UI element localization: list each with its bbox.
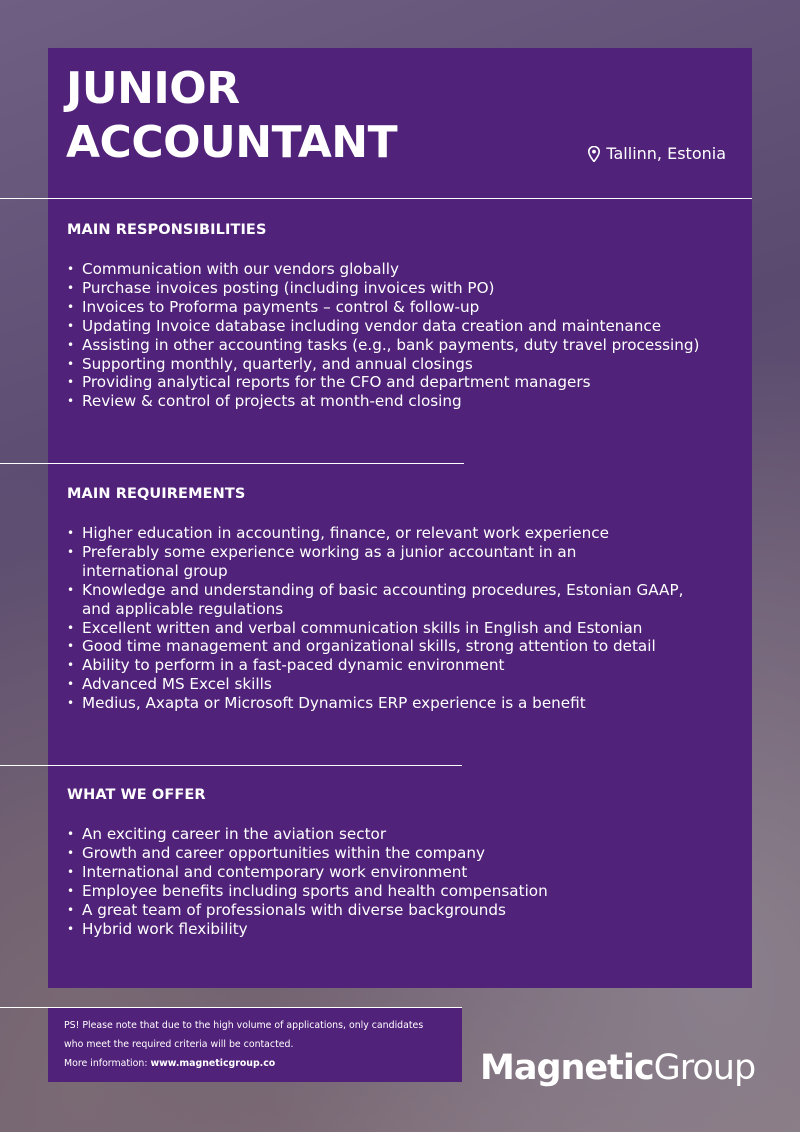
job-title xyxy=(66,62,397,170)
list-item: • Assisting in other accounting tasks (e.g., bank payments, duty travel processing) xyxy=(66,336,716,355)
list-item: • Knowledge and understanding of basic accounting procedures, Estonian GAAP, and applicable regulations xyxy=(66,581,706,619)
responsibilities-list xyxy=(66,260,716,411)
requirements-title: MAIN REQUIREMENTS xyxy=(67,486,246,502)
footer-note xyxy=(64,1016,444,1073)
list-item: • An exciting career in the aviation sector xyxy=(66,825,716,844)
responsibilities-title: MAIN RESPONSIBILITIES xyxy=(67,222,267,238)
list-item: • Good time management and organizational skills, strong attention to detail xyxy=(66,637,706,656)
location-text: Tallinn, Estonia xyxy=(606,144,726,163)
application-note: PS! Please note that due to the high volume of applications, only candidates who meet the required criteria will be contacted. xyxy=(64,1020,424,1050)
list-item: • Review & control of projects at month-end closing xyxy=(66,392,716,411)
list-item: • Updating Invoice database including vendor data creation and maintenance xyxy=(66,317,716,336)
list-item: • Hybrid work flexibility xyxy=(66,920,716,939)
list-item: • Growth and career opportunities within the company xyxy=(66,844,716,863)
divider-header xyxy=(0,198,752,199)
list-item: • Higher education in accounting, finance, or relevant work experience xyxy=(66,524,706,543)
list-item: • A great team of professionals with diverse backgrounds xyxy=(66,901,716,920)
more-info-label: More information: xyxy=(64,1058,151,1069)
list-item: • Providing analytical reports for the CFO and department managers xyxy=(66,373,716,392)
logo-word-magnetic: Magnetic xyxy=(480,1048,654,1088)
list-item: • Employee benefits including sports and health compensation xyxy=(66,882,716,901)
divider-requirements xyxy=(0,765,462,766)
offer-title: WHAT WE OFFER xyxy=(67,787,206,803)
list-item: • International and contemporary work environment xyxy=(66,863,716,882)
requirements-list xyxy=(66,524,706,713)
map-pin-icon xyxy=(588,146,600,162)
list-item: • Medius, Axapta or Microsoft Dynamics ERP experience is a benefit xyxy=(66,694,706,713)
list-item: • Invoices to Proforma payments – control & follow-up xyxy=(66,298,716,317)
list-item: • Excellent written and verbal communication skills in English and Estonian xyxy=(66,619,706,638)
list-item: • Ability to perform in a fast-paced dynamic environment xyxy=(66,656,706,675)
magnetic-group-logo xyxy=(480,1048,755,1088)
list-item: • Advanced MS Excel skills xyxy=(66,675,706,694)
list-item: • Communication with our vendors globally xyxy=(66,260,716,279)
list-item: • Preferably some experience working as a junior accountant in an international group xyxy=(66,543,706,581)
divider-responsibilities xyxy=(0,463,464,464)
list-item: • Supporting monthly, quarterly, and annual closings xyxy=(66,355,716,374)
logo-word-group: Group xyxy=(653,1048,756,1088)
list-item: • Purchase invoices posting (including invoices with PO) xyxy=(66,279,716,298)
website-link[interactable]: www.magneticgroup.co xyxy=(150,1058,276,1069)
job-title-line1: JUNIOR xyxy=(66,63,240,114)
divider-footer xyxy=(0,1007,462,1008)
location xyxy=(588,144,726,163)
job-title-line2: ACCOUNTANT xyxy=(66,117,398,168)
offer-list xyxy=(66,825,716,938)
